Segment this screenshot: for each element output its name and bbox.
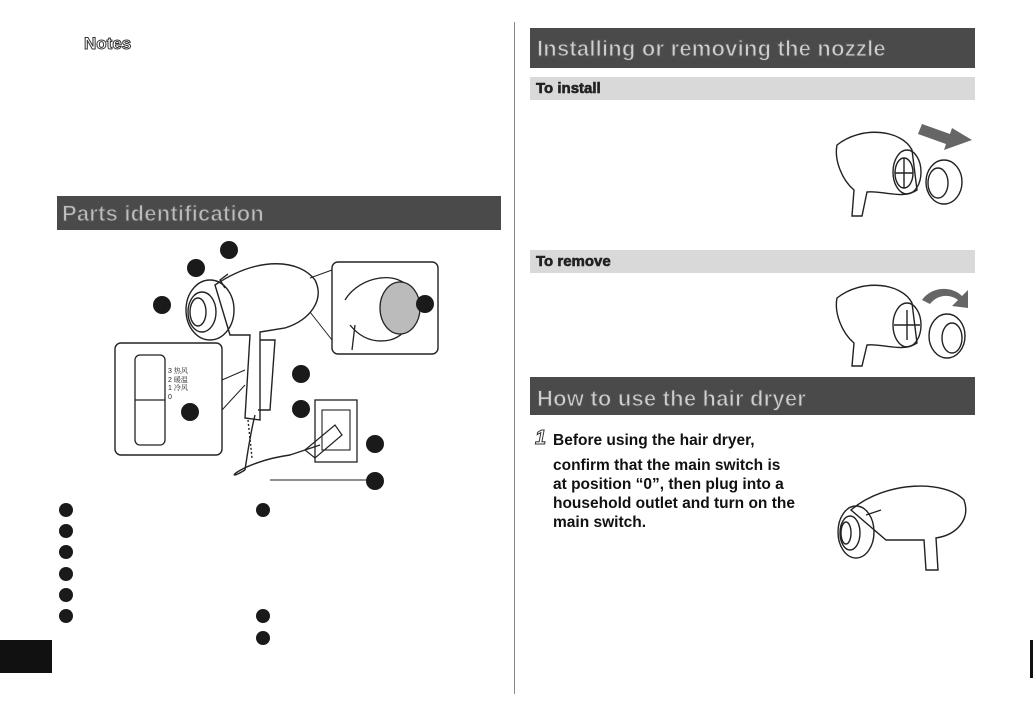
callout-marker xyxy=(220,241,238,259)
parts-list-bullet xyxy=(59,524,73,538)
step-1-text xyxy=(553,431,823,532)
callout-marker xyxy=(366,435,384,453)
switch-labels xyxy=(168,368,188,402)
callout-marker xyxy=(181,403,199,421)
parts-list-bullet xyxy=(256,503,270,517)
column-divider xyxy=(514,22,515,694)
step-line: main switch. xyxy=(553,514,647,531)
install-illustration xyxy=(822,120,982,220)
how-to-use-heading: How to use the hair dryer xyxy=(537,386,807,411)
use-illustration xyxy=(826,470,976,575)
step-line: Before using the hair dryer, xyxy=(553,432,755,449)
install-heading: Installing or removing the nozzle xyxy=(537,36,886,61)
callout-marker xyxy=(292,400,310,418)
to-remove-heading: To remove xyxy=(536,253,611,270)
page-tab-marker xyxy=(0,640,52,673)
remove-illustration xyxy=(822,278,982,368)
switch-label: 1 冷风 xyxy=(168,385,188,392)
callout-marker xyxy=(416,295,434,313)
parts-list-bullet xyxy=(59,609,73,623)
parts-list-bullet xyxy=(256,631,270,645)
to-install-heading: To install xyxy=(536,80,601,97)
step-number: 1 xyxy=(535,427,547,449)
parts-list-bullet xyxy=(59,503,73,517)
parts-heading: Parts identification xyxy=(62,201,265,226)
parts-list-bullet xyxy=(59,567,73,581)
switch-label: 0 xyxy=(168,393,172,401)
notes-heading: Notes xyxy=(84,34,132,53)
switch-label: 2 暖温 xyxy=(168,376,188,384)
callout-marker xyxy=(153,296,171,314)
callout-marker xyxy=(187,259,205,277)
parts-diagram xyxy=(110,240,450,490)
callout-marker xyxy=(366,472,384,490)
step-line: confirm that the main switch is xyxy=(553,457,781,474)
parts-list-bullet xyxy=(59,588,73,602)
parts-list-bullet xyxy=(59,545,73,559)
callout-marker xyxy=(292,365,310,383)
step-line: household outlet and turn on the xyxy=(553,495,795,512)
step-line: at position “0”, then plug into a xyxy=(553,476,784,493)
parts-list-bullet xyxy=(256,609,270,623)
switch-label: 3 热风 xyxy=(168,368,188,375)
